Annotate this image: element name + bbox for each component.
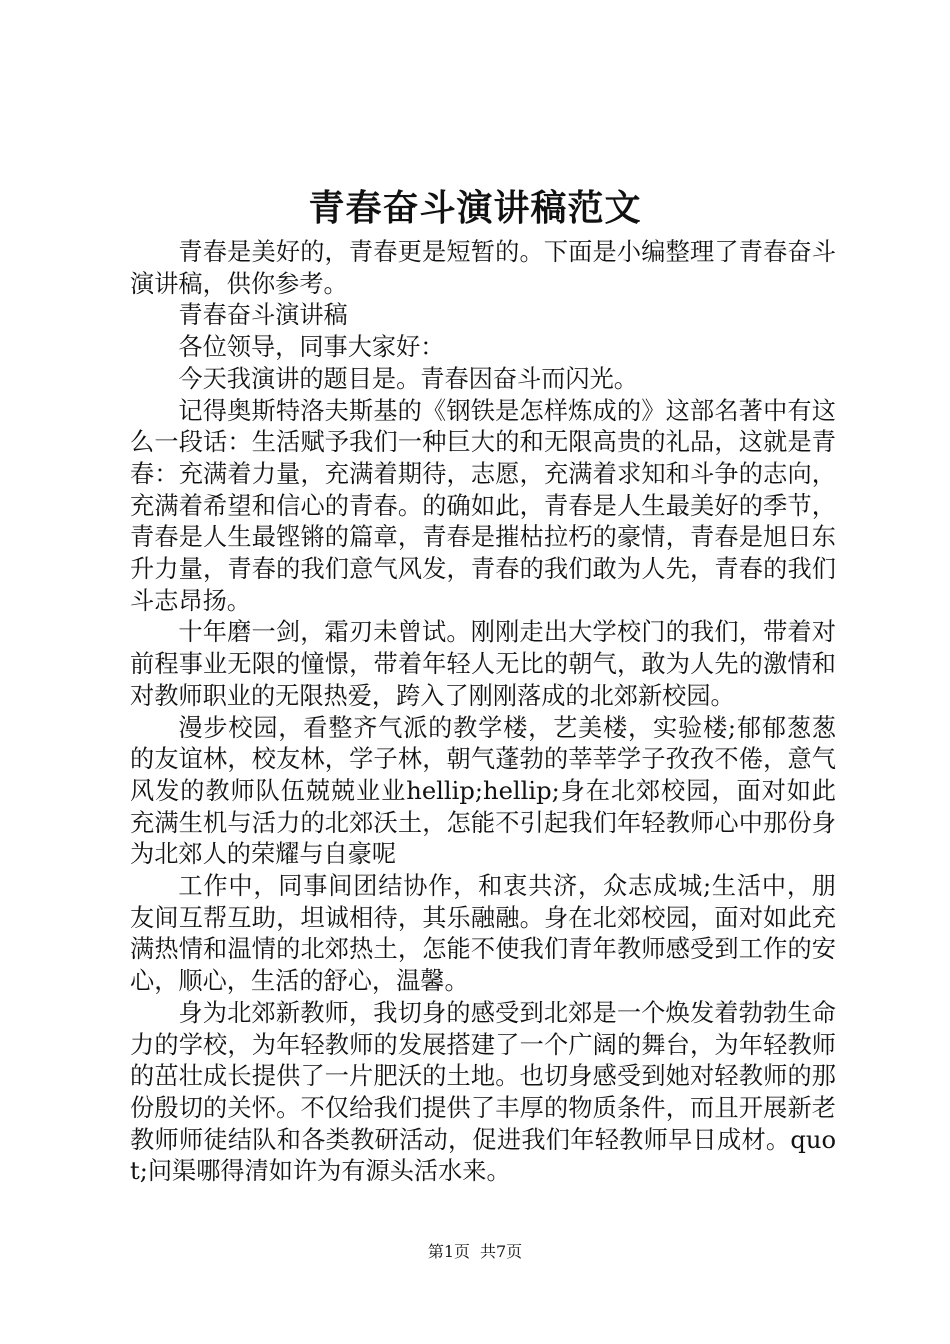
paragraph-greeting: 各位领导，同事大家好： [178,333,445,362]
paragraph-heading: 青春奋斗演讲稿 [178,301,348,330]
document-body [130,237,836,1188]
paragraph-body: 漫步校园，看整齐气派的教学楼，艺美楼，实验楼;郁郁葱葱的友谊林，校友林，学子林，朝气蓬勃的莘莘学子孜孜不倦，意气风发的教师队伍兢兢业业hellip;hellip;身在北郊校园，面对如此充满生机与活力的北郊沃土，怎能不引起我们年轻教师心中那份身为北郊人的荣耀与自豪呢 [130,713,836,869]
paragraph-intro: 青春是美好的，青春更是短暂的。下面是小编整理了青春奋斗演讲稿，供你参考。 [130,238,836,298]
paragraph-body: 记得奥斯特洛夫斯基的《钢铁是怎样炼成的》这部名著中有这么一段话：生活赋予我们一种巨大的和无限高贵的礼品，这就是青春：充满着力量，充满着期待，志愿，充满着求知和斗争的志向，充满着希望和信心的青春。的确如此，青春是人生最美好的季节，青春是人生最铿锵的篇章，青春是摧枯拉朽的豪情，青春是旭日东升力量，青春的我们意气风发，青春的我们敢为人先，青春的我们斗志昂扬。 [130,396,836,615]
page-total: 共7页 [480,1242,523,1261]
paragraph-body: 身为北郊新教师，我切身的感受到北郊是一个焕发着勃勃生命力的学校，为年轻教师的发展搭建了一个广阔的舞台，为年轻教师的茁壮成长提供了一片肥沃的土地。也切身感受到她对轻教师的那份殷切的关怀。不仅给我们提供了丰厚的物质条件，而且开展新老教师师徒结队和各类教研活动，促进我们年轻教师早日成材。quot;问渠哪得清如许为有源头活水来。 [130,998,836,1186]
page-footer [0,1241,950,1263]
page-number: 第1页 [427,1242,470,1261]
paragraph-body: 工作中，同事间团结协作，和衷共济，众志成城;生活中，朋友间互帮互助，坦诚相待，其乐融融。身在北郊校园，面对如此充满热情和温情的北郊热土，怎能不使我们青年教师感受到工作的安心，顺心，生活的舒心，温馨。 [130,872,836,996]
paragraph-topic: 今天我演讲的题目是。青春因奋斗而闪光。 [178,364,638,393]
paragraph-body: 十年磨一剑，霜刃未曾试。刚刚走出大学校门的我们，带着对前程事业无限的憧憬，带着年轻人无比的朝气，敢为人先的激情和对教师职业的无限热爱，跨入了刚刚落成的北郊新校园。 [130,618,836,710]
document-title: 青春奋斗演讲稿范文 [308,187,642,229]
